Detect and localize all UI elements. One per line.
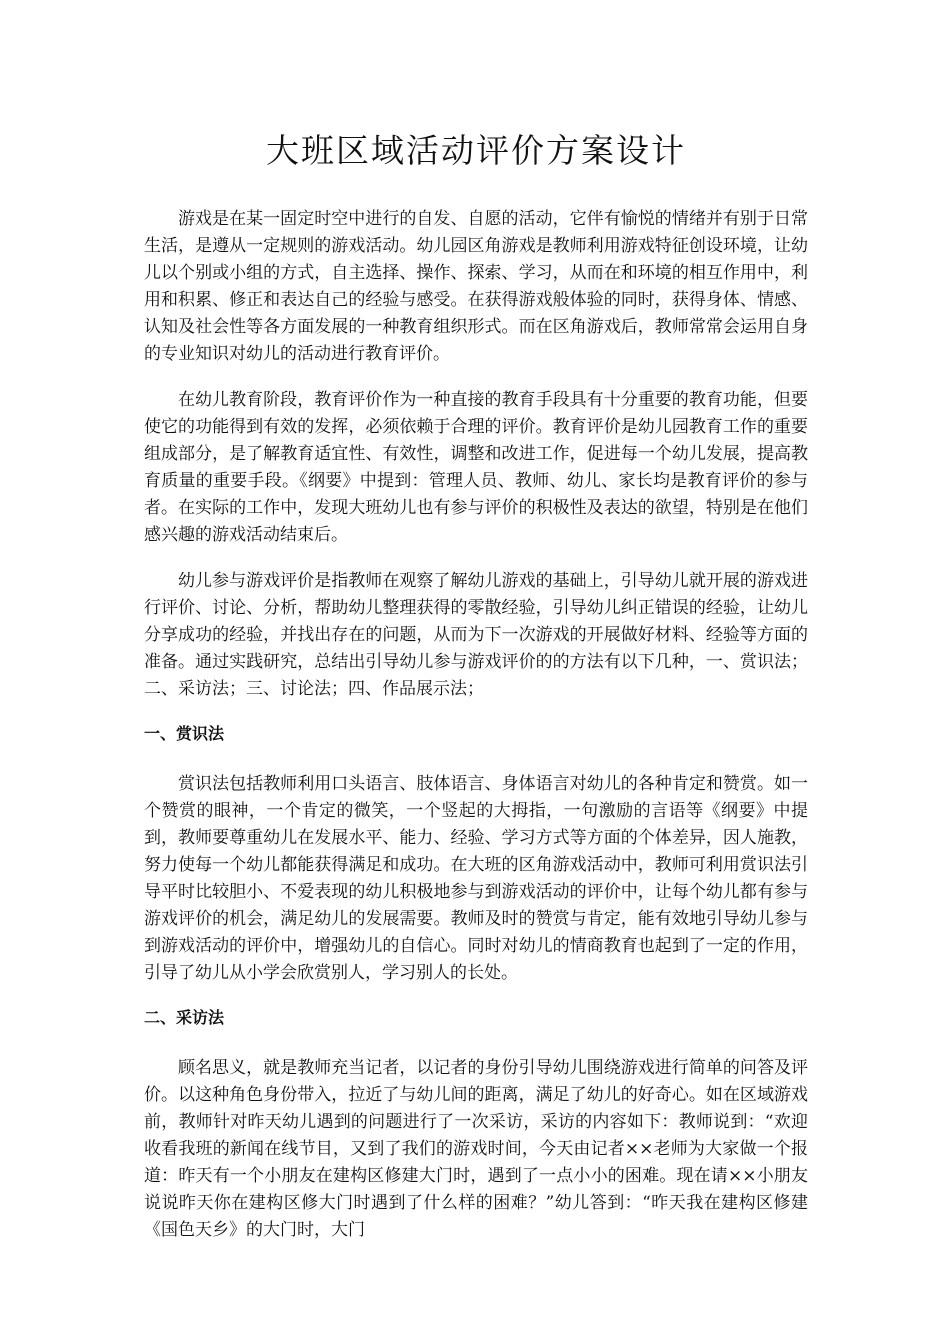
- intro-paragraph: 在幼儿教育阶段，教育评价作为一种直接的教育手段具有十分重要的教育功能，但要使它的功能得到有效的发挥，必须依赖于合理的评价。教育评价是幼儿园教育工作的重要组成部分，是了解教育适宜性、有效性，调整和改进工作，促进每一个幼儿发展，提高教育质量的重要手段。《纲要》中提到：管理人员、教师、幼儿、家长均是教育评价的参与者。在实际的工作中，发现大班幼儿也有参与评价的积极性及表达的欲望，特别是在他们感兴趣的游戏活动结束后。: [144, 390, 808, 545]
- intro-paragraph: 游戏是在某一固定时空中进行的自发、自愿的活动，它伴有愉悦的情绪并有别于日常生活，是遵从一定规则的游戏活动。幼儿园区角游戏是教师利用游戏特征创设环境，让幼儿以个别或小组的方式，自主选择、操作、探索、学习，从而在和环境的相互作用中，利用和积累、修正和表达自己的经验与感受。在获得游戏般体验的同时，获得身体、情感、认知及社会性等各方面发展的一种教育组织形式。而在区角游戏后，教师常常会运用自身的专业知识对幼儿的活动进行教育评价。: [144, 209, 808, 364]
- section-paragraph-interview: 顾名思义，就是教师充当记者，以记者的身份引导幼儿围绕游戏进行简单的问答及评价。以这种角色身份带入，拉近了与幼儿间的距离，满足了幼儿的好奇心。如在区域游戏前，教师针对昨天幼儿遇到的问题进行了一次采访，采访的内容如下：教师说到：“欢迎收看我班的新闻在线节目，又到了我们的游戏时间，今天由记者××老师为大家做一个报道：昨天有一个小朋友在建构区修建大门时，遇到了一点小小的困难。现在请××小朋友说说昨天你在建构区修大门时遇到了什么样的困难？”幼儿答到：“昨天我在建构区修建《国色天乡》的大门时，大门: [144, 1058, 808, 1240]
- document-page: [144, 128, 808, 1263]
- intro-paragraph: 幼儿参与游戏评价是指教师在观察了解幼儿游戏的基础上，引导幼儿就开展的游戏进行评价、讨论、分析，帮助幼儿整理获得的零散经验，引导幼儿纠正错误的经验，让幼儿分享成功的经验，并找出存在的问题，从而为下一次游戏的开展做好材料、经验等方面的准备。通过实践研究，总结出引导幼儿参与游戏评价的的方法有以下几种，一、赏识法；二、采访法；三、讨论法；四、作品展示法；: [144, 571, 808, 699]
- section-heading-appreciation: 一、赏识法: [144, 724, 225, 743]
- section-paragraph-appreciation: 赏识法包括教师利用口头语言、肢体语言、身体语言对幼儿的各种肯定和赞赏。如一个赞赏的眼神，一个肯定的微笑，一个竖起的大拇指，一句激励的言语等《纲要》中提到，教师要尊重幼儿在发展水平、能力、经验、学习方式等方面的个体差异，因人施教，努力使每一个幼儿都能获得满足和成功。在大班的区角游戏活动中，教师可利用赏识法引导平时比较胆小、不爱表现的幼儿积极地参与到游戏活动的评价中，让每个幼儿都有参与游戏评价的机会，满足幼儿的发展需要。教师及时的赞赏与肯定，能有效地引导幼儿参与到游戏活动的评价中，增强幼儿的自信心。同时对幼儿的情商教育也起到了一定的作用，引导了幼儿从小学会欣赏别人，学习别人的长处。: [144, 774, 808, 983]
- document-title: 大班区域活动评价方案设计: [266, 131, 686, 170]
- section-heading-interview: 二、采访法: [144, 1008, 225, 1027]
